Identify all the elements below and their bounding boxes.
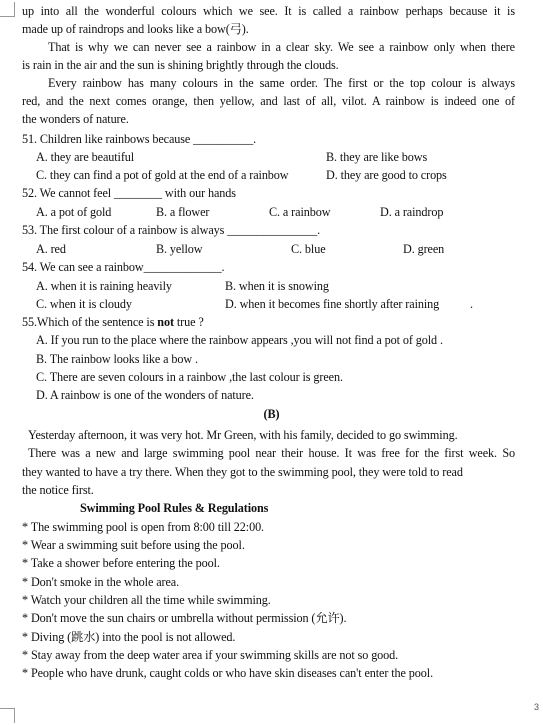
passage-b-line: Yesterday afternoon, it was very hot. Mr Green, with his family, decided to go swimming. — [28, 428, 458, 442]
question-option-trailing-mark: . — [470, 297, 473, 311]
passage-a-line: the wonders of nature. — [22, 112, 129, 126]
passage-a-line: made up of raindrops and looks like a bow(弓). — [22, 22, 249, 36]
question-option: D. when it becomes fine shortly after raining — [225, 297, 440, 311]
question-option: B. yellow — [156, 242, 203, 256]
passage-b-line: the notice first. — [22, 483, 94, 497]
question-stem-emphasis: not — [157, 315, 174, 329]
question-option: B. when it is snowing — [225, 279, 329, 293]
question-option: D. A rainbow is one of the wonders of nature. — [36, 388, 254, 402]
question-stem: 51. Children like rainbows because __________. — [22, 132, 257, 146]
rule-item: * People who have drunk, caught colds or who have skin diseases can't enter the pool. — [22, 666, 434, 680]
passage-a-line: Every rainbow has many colours in the same order. The first or the top colour is always — [48, 76, 515, 90]
question-option: D. green — [403, 242, 445, 256]
rules-title: Swimming Pool Rules & Regulations — [80, 501, 269, 515]
rule-item: * Don't smoke in the whole area. — [22, 575, 180, 589]
rule-item: * Wear a swimming suit before using the pool. — [22, 538, 245, 552]
crop-mark-top-left — [0, 2, 15, 17]
question-stem-text: true ? — [173, 315, 204, 329]
question-option: A. when it is raining heavily — [36, 279, 172, 293]
passage-a-line: red, and the next comes orange, then yellow, and last of all, vilot. A rainbow is indeed one of — [22, 94, 515, 108]
question-option: C. blue — [291, 242, 326, 256]
question-stem: 53. The first colour of a rainbow is always _______________. — [22, 223, 321, 237]
question-stem-text: 55.Which of the sentence is — [22, 315, 158, 329]
rule-item: * Take a shower before entering the pool. — [22, 556, 220, 570]
question-stem — [22, 313, 515, 331]
question-option: A. they are beautiful — [36, 150, 135, 164]
question-option: C. they can find a pot of gold at the end of a rainbow — [36, 168, 289, 182]
rule-item: * Don't move the sun chairs or umbrella without permission (允许). — [22, 611, 347, 625]
question-option: A. If you run to the place where the rainbow appears ,you will not find a pot of gold . — [36, 333, 443, 347]
page-number: 3 — [533, 702, 539, 712]
question-option: A. red — [36, 242, 66, 256]
crop-mark-bottom-left — [0, 708, 15, 723]
question-option: A. a pot of gold — [36, 205, 112, 219]
passage-b-line: they wanted to have a try there. When they got to the swimming pool, they were told to read — [22, 465, 463, 479]
passage-b-line: There was a new and large swimming pool near their house. It was free for the first week. So — [28, 446, 515, 460]
rule-item: * Watch your children all the time while swimming. — [22, 593, 271, 607]
section-heading: (B) — [263, 407, 280, 421]
rule-item: * The swimming pool is open from 8:00 till 22:00. — [22, 520, 265, 534]
question-stem: 54. We can see a rainbow_____________. — [22, 260, 225, 274]
question-option: C. a rainbow — [269, 205, 331, 219]
question-option: B. a flower — [156, 205, 210, 219]
question-option: B. The rainbow looks like a bow . — [36, 352, 198, 366]
question-option: D. they are good to crops — [326, 168, 447, 182]
question-option: B. they are like bows — [326, 150, 428, 164]
question-option: C. when it is cloudy — [36, 297, 132, 311]
question-stem: 52. We cannot feel ________ with our hands — [22, 186, 236, 200]
passage-a-line: That is why we can never see a rainbow in a clear sky. We see a rainbow only when there — [48, 40, 515, 54]
question-option: C. There are seven colours in a rainbow ,the last colour is green. — [36, 370, 343, 384]
question-option: D. a raindrop — [380, 205, 444, 219]
passage-a-line: up into all the wonderful colours which we see. It is called a rainbow perhaps because it is — [22, 4, 515, 18]
rule-item: * Stay away from the deep water area if your swimming skills are not so good. — [22, 648, 399, 662]
passage-a-line: is rain in the air and the sun is shining brightly through the clouds. — [22, 58, 339, 72]
rule-item: * Diving (跳水) into the pool is not allowed. — [22, 630, 236, 644]
